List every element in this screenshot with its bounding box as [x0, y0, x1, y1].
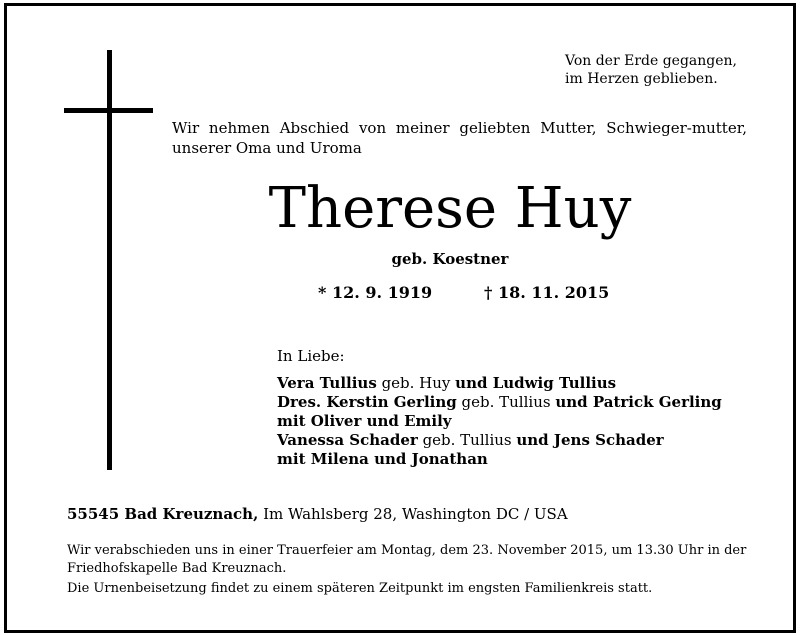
birth-date: * 12. 9. 1919 — [318, 283, 433, 302]
family-line — [277, 412, 722, 431]
family-children: mit Oliver und Emily — [277, 412, 452, 430]
family-list — [277, 347, 722, 469]
family-partner: und Patrick Gerling — [555, 393, 722, 411]
family-line — [277, 374, 722, 393]
death-date: † 18. 11. 2015 — [484, 283, 610, 302]
funeral-notice — [67, 542, 757, 600]
quote — [565, 52, 737, 88]
family-maiden: geb. Tullius — [456, 393, 556, 411]
family-maiden: geb. Huy — [376, 374, 456, 392]
address-rest: Im Wahlsberg 28, Washington DC / USA — [258, 505, 568, 523]
family-line — [277, 450, 722, 469]
deceased-name: Therese Huy — [268, 176, 632, 241]
maiden-name: geb. Koestner — [391, 250, 509, 268]
family-children: mit Milena und Jonathan — [277, 450, 488, 468]
obituary-frame — [4, 3, 796, 633]
address — [67, 504, 568, 524]
family-name: Vera Tullius — [277, 374, 377, 392]
quote-line-1: Von der Erde gegangen, — [565, 53, 738, 69]
family-maiden: geb. Tullius — [417, 431, 517, 449]
family-line — [277, 393, 722, 412]
family-name: Vanessa Schader — [277, 431, 418, 449]
cross-icon-bar — [64, 108, 153, 113]
quote-line-2: im Herzen geblieben. — [565, 71, 718, 87]
address-city: 55545 Bad Kreuznach, — [67, 505, 259, 523]
family-name: Dres. Kerstin Gerling — [277, 393, 457, 411]
family-partner: und Ludwig Tullius — [455, 374, 617, 392]
family-line — [277, 431, 722, 450]
notice-paragraph-2: Die Urnenbeisetzung findet zu einem späteren Zeitpunkt im engsten Familienkreis statt. — [67, 581, 653, 596]
notice-paragraph-1: Wir verabschieden uns in einer Trauerfeier am Montag, dem 23. November 2015, um 13.30 Uhr in der Friedhofskapelle Bad Kreuznach. — [67, 543, 747, 576]
intro-text: Wir nehmen Abschied von meiner geliebten Mutter, Schwieger-mutter, unserer Oma und Uroma — [172, 119, 747, 157]
family-label: In Liebe: — [277, 347, 345, 365]
family-partner: und Jens Schader — [516, 431, 664, 449]
